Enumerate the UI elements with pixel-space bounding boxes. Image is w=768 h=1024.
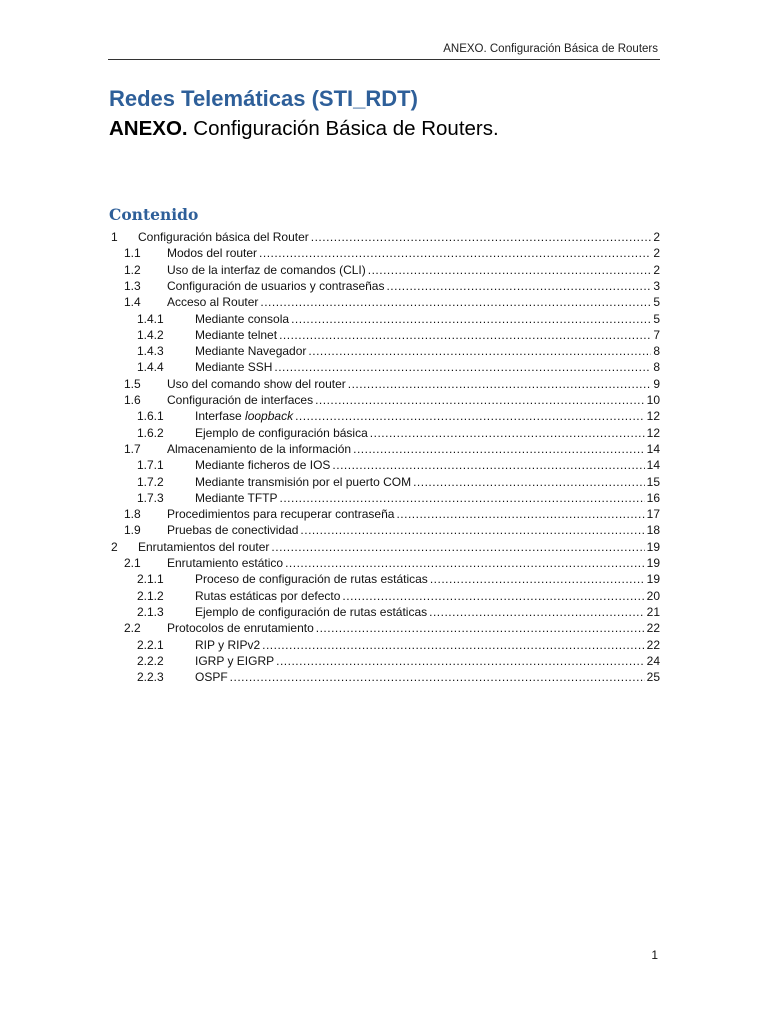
toc-entry-title-text: Procedimientos para recuperar contraseña: [167, 507, 395, 522]
toc-entry[interactable]: [137, 491, 660, 507]
toc-entry-title: [167, 507, 394, 521]
toc-entry[interactable]: [137, 638, 660, 654]
toc-entry[interactable]: [124, 621, 660, 637]
toc-entry[interactable]: [137, 605, 660, 621]
toc-entry-number: 2.1.3: [137, 604, 164, 619]
toc-entry-number: 1.7.1: [137, 458, 164, 473]
toc-entry-number: 2.1.1: [137, 572, 164, 587]
toc-entry[interactable]: [137, 409, 660, 425]
subtitle-bold: ANEXO.: [109, 117, 188, 140]
toc-entry-title-text: Mediante TFTP: [195, 490, 278, 505]
toc-entry-page: 14: [646, 441, 660, 456]
toc-entry-page: 12: [646, 425, 660, 440]
toc-entry-title-text: Configuración básica del Router: [138, 230, 309, 244]
toc-entry-number: 2.2: [124, 621, 141, 636]
toc-entry-page: 19: [646, 539, 660, 554]
toc-entry-page: 16: [646, 490, 660, 505]
toc-entry-title-text: IGRP y EIGRP: [195, 653, 275, 668]
toc-entry[interactable]: [111, 230, 660, 246]
toc-leader-dots: [316, 621, 645, 635]
toc-entry-number: 1.4.4: [137, 360, 164, 375]
toc-entry-title: [167, 246, 257, 260]
toc-entry-title-text: Ejemplo de configuración básica: [195, 425, 368, 440]
toc-entry-number: 1.6.2: [137, 425, 164, 440]
toc-entry-title: [195, 589, 340, 603]
toc-entry-title: [167, 295, 258, 309]
toc-leader-dots: [295, 409, 645, 423]
toc-entry[interactable]: [137, 654, 660, 670]
toc-entry-title-text: Acceso al Router: [167, 295, 259, 310]
document-subtitle: [109, 117, 499, 141]
toc-entry-title-text: Modos del router: [167, 246, 258, 261]
toc-entry-number: 2.2.2: [137, 653, 164, 668]
toc-entry-title: [167, 523, 298, 537]
toc-entry-title: [195, 458, 330, 472]
toc-leader-dots: [315, 393, 645, 407]
toc-entry-title-text: Mediante consola: [195, 311, 290, 326]
toc-entry-title-text: Uso del comando show del router: [167, 376, 346, 391]
toc-entry-page: 5: [653, 311, 660, 326]
toc-entry-page: 14: [646, 458, 660, 473]
toc-entry-title-text: Enrutamiento estático: [167, 556, 284, 570]
toc-leader-dots: [300, 523, 644, 537]
toc-entry-number: 1.6: [124, 393, 141, 407]
toc-entry-title: [195, 312, 289, 326]
toc-entry-title: [195, 605, 427, 619]
toc-entry[interactable]: [124, 246, 660, 262]
toc-entry-number: 2.1.2: [137, 588, 164, 603]
toc-entry-title: [195, 426, 368, 440]
toc-leader-dots: [430, 572, 645, 586]
toc-entry[interactable]: [124, 507, 660, 523]
toc-entry-page: 3: [653, 278, 660, 293]
toc-entry-page: 12: [646, 409, 660, 424]
toc-leader-dots: [370, 426, 645, 440]
toc-leader-dots: [308, 344, 651, 358]
toc-entry-title: [167, 442, 351, 456]
toc-entry-number: 1.4.1: [137, 311, 164, 326]
toc-leader-dots: [276, 654, 645, 668]
toc-entry-number: 1.4.2: [137, 327, 164, 342]
toc-entry[interactable]: [124, 263, 660, 279]
toc-entry-number: 1.6.1: [137, 409, 164, 424]
toc-leader-dots: [291, 312, 651, 326]
toc-entry-title: [138, 230, 309, 244]
toc-leader-dots: [274, 360, 651, 374]
toc-entry-page: 17: [646, 507, 660, 522]
toc-entry-page: 25: [646, 670, 660, 685]
toc-entry-title: [167, 556, 283, 570]
toc-entry-page: 2: [653, 246, 660, 261]
toc-entry-title-text: Mediante transmisión por el puerto COM: [195, 474, 412, 489]
toc-entry-number: 1.7.2: [137, 474, 164, 489]
toc-entry-title: [138, 540, 269, 554]
toc-leader-dots: [332, 458, 644, 472]
toc-leader-dots: [285, 556, 645, 570]
toc-entry[interactable]: [124, 279, 660, 295]
toc-entry-title: [167, 621, 314, 635]
toc-leader-dots: [429, 605, 645, 619]
toc-leader-dots: [348, 377, 652, 391]
toc-entry-title: [195, 344, 306, 358]
toc-entry-title: [195, 409, 293, 423]
toc-leader-dots: [311, 230, 652, 244]
toc-entry[interactable]: [124, 523, 660, 539]
toc-leader-dots: [279, 328, 651, 342]
toc-entry[interactable]: [124, 442, 660, 458]
toc-heading: Contenido: [109, 205, 199, 224]
toc-entry-page: 20: [646, 588, 660, 603]
toc-entry-number: 1.4.3: [137, 344, 164, 359]
toc-entry-page: 22: [646, 621, 660, 636]
toc-entry[interactable]: [111, 540, 660, 556]
toc-entry-title-text: Ejemplo de configuración de rutas estáticas: [195, 604, 428, 619]
toc-entry-title: [195, 638, 260, 652]
toc-leader-dots: [413, 475, 645, 489]
toc-entry-page: 2: [653, 230, 660, 244]
toc-entry-title-text: Rutas estáticas por defecto: [195, 588, 341, 603]
toc-entry-title-text: Mediante Navegador: [195, 344, 307, 359]
toc-entry-title: [195, 491, 277, 505]
toc-entry-title: [167, 279, 384, 293]
toc-entry-title-text: Configuración de usuarios y contraseñas: [167, 278, 385, 293]
toc-entry-page: 19: [646, 556, 660, 570]
toc-entry-title-text: Mediante SSH: [195, 360, 273, 375]
toc-entry[interactable]: [137, 426, 660, 442]
toc-entry-page: 8: [653, 360, 660, 375]
toc-entry-page: 15: [646, 474, 660, 489]
toc-leader-dots: [386, 279, 651, 293]
page-number: 1: [651, 948, 658, 962]
header-rule: [108, 59, 660, 60]
toc-entry[interactable]: [124, 377, 660, 393]
toc-entry[interactable]: [137, 344, 660, 360]
toc-entry[interactable]: [137, 589, 660, 605]
toc-entry-title-text: Proceso de configuración de rutas estáticas: [195, 572, 428, 587]
toc-entry-title-text: RIP y RIPv2: [195, 637, 261, 652]
toc-entry-title: [195, 360, 272, 374]
toc-entry-title-text: Mediante telnet: [195, 327, 278, 342]
toc-entry-page: 21: [646, 604, 660, 619]
subtitle-rest: Configuración Básica de Routers.: [187, 117, 499, 140]
toc-entry-title-text: Pruebas de conectividad: [167, 523, 299, 538]
toc-entry-number: 1.9: [124, 523, 141, 538]
toc-leader-dots: [353, 442, 645, 456]
toc-leader-dots: [279, 491, 644, 505]
toc-entry-title: [195, 475, 411, 489]
toc-entry-page: 5: [653, 295, 660, 310]
toc-entry-title-text: Mediante ficheros de IOS: [195, 458, 331, 473]
toc-entry[interactable]: [137, 458, 660, 474]
toc-entry[interactable]: [137, 360, 660, 376]
toc-entry-page: 7: [653, 327, 660, 342]
toc-entry-number: 1: [111, 230, 118, 244]
toc-entry-title: [195, 328, 277, 342]
toc-entry-page: 8: [653, 344, 660, 359]
toc-entry-title: [167, 393, 313, 407]
toc-entry-title: [195, 654, 274, 668]
toc-entry-title-text: Protocolos de enrutamiento: [167, 621, 314, 636]
toc-entry-title-italic: loopback: [245, 409, 294, 424]
toc-leader-dots: [396, 507, 644, 521]
toc-entry[interactable]: [124, 295, 660, 311]
toc-entry[interactable]: [137, 475, 660, 491]
toc-entry-page: 24: [646, 653, 660, 668]
toc-entry-number: 1.3: [124, 278, 141, 293]
document-title: Redes Telemáticas (STI_RDT): [109, 86, 418, 111]
toc-entry-number: 1.7.3: [137, 490, 164, 505]
toc-entry-title-text: OSPF: [195, 670, 228, 685]
toc-entry-number: 1.7: [124, 441, 141, 456]
toc-entry-title-text: Interfase: [195, 409, 246, 424]
toc-entry[interactable]: [124, 556, 660, 572]
toc-entry[interactable]: [124, 393, 660, 409]
toc-entry-title-text: Uso de la interfaz de comandos (CLI): [167, 262, 366, 277]
toc-entry[interactable]: [137, 572, 660, 588]
toc-leader-dots: [342, 589, 644, 603]
toc-entry[interactable]: [137, 328, 660, 344]
toc-entry-title-text: Configuración de interfaces: [167, 393, 314, 407]
toc-entry-number: 2: [111, 539, 118, 554]
toc-entry-number: 2.1: [124, 556, 141, 570]
toc-leader-dots: [230, 670, 645, 684]
toc-entry-page: 18: [646, 523, 660, 538]
toc-entry-number: 2.2.3: [137, 670, 164, 685]
toc-entry-title: [167, 377, 346, 391]
toc-entry-page: 19: [646, 572, 660, 587]
toc-entry-title: [167, 263, 366, 277]
toc-entry-number: 2.2.1: [137, 637, 164, 652]
toc-leader-dots: [260, 295, 651, 309]
toc-leader-dots: [368, 263, 652, 277]
toc-entry-page: 2: [653, 262, 660, 277]
toc-entry-title: [195, 670, 228, 684]
toc-entry-number: 1.1: [124, 246, 141, 261]
toc-entry-page: 10: [646, 393, 660, 407]
toc-entry-page: 9: [653, 376, 660, 391]
toc-entry-title-text: Enrutamientos del router: [138, 539, 270, 554]
toc-entry-number: 1.2: [124, 262, 141, 277]
running-header: ANEXO. Configuración Básica de Routers: [443, 43, 658, 55]
toc-entry-title: [195, 572, 428, 586]
toc-entry[interactable]: [137, 670, 660, 686]
toc-leader-dots: [262, 638, 645, 652]
toc-entry-page: 22: [646, 637, 660, 652]
toc-leader-dots: [259, 246, 651, 260]
toc-entry-number: 1.4: [124, 295, 141, 310]
toc-leader-dots: [271, 540, 644, 554]
toc-entry-title-text: Almacenamiento de la información: [167, 441, 352, 456]
toc-entry-number: 1.8: [124, 507, 141, 522]
toc-entry[interactable]: [137, 312, 660, 328]
toc-entry-number: 1.5: [124, 376, 141, 391]
